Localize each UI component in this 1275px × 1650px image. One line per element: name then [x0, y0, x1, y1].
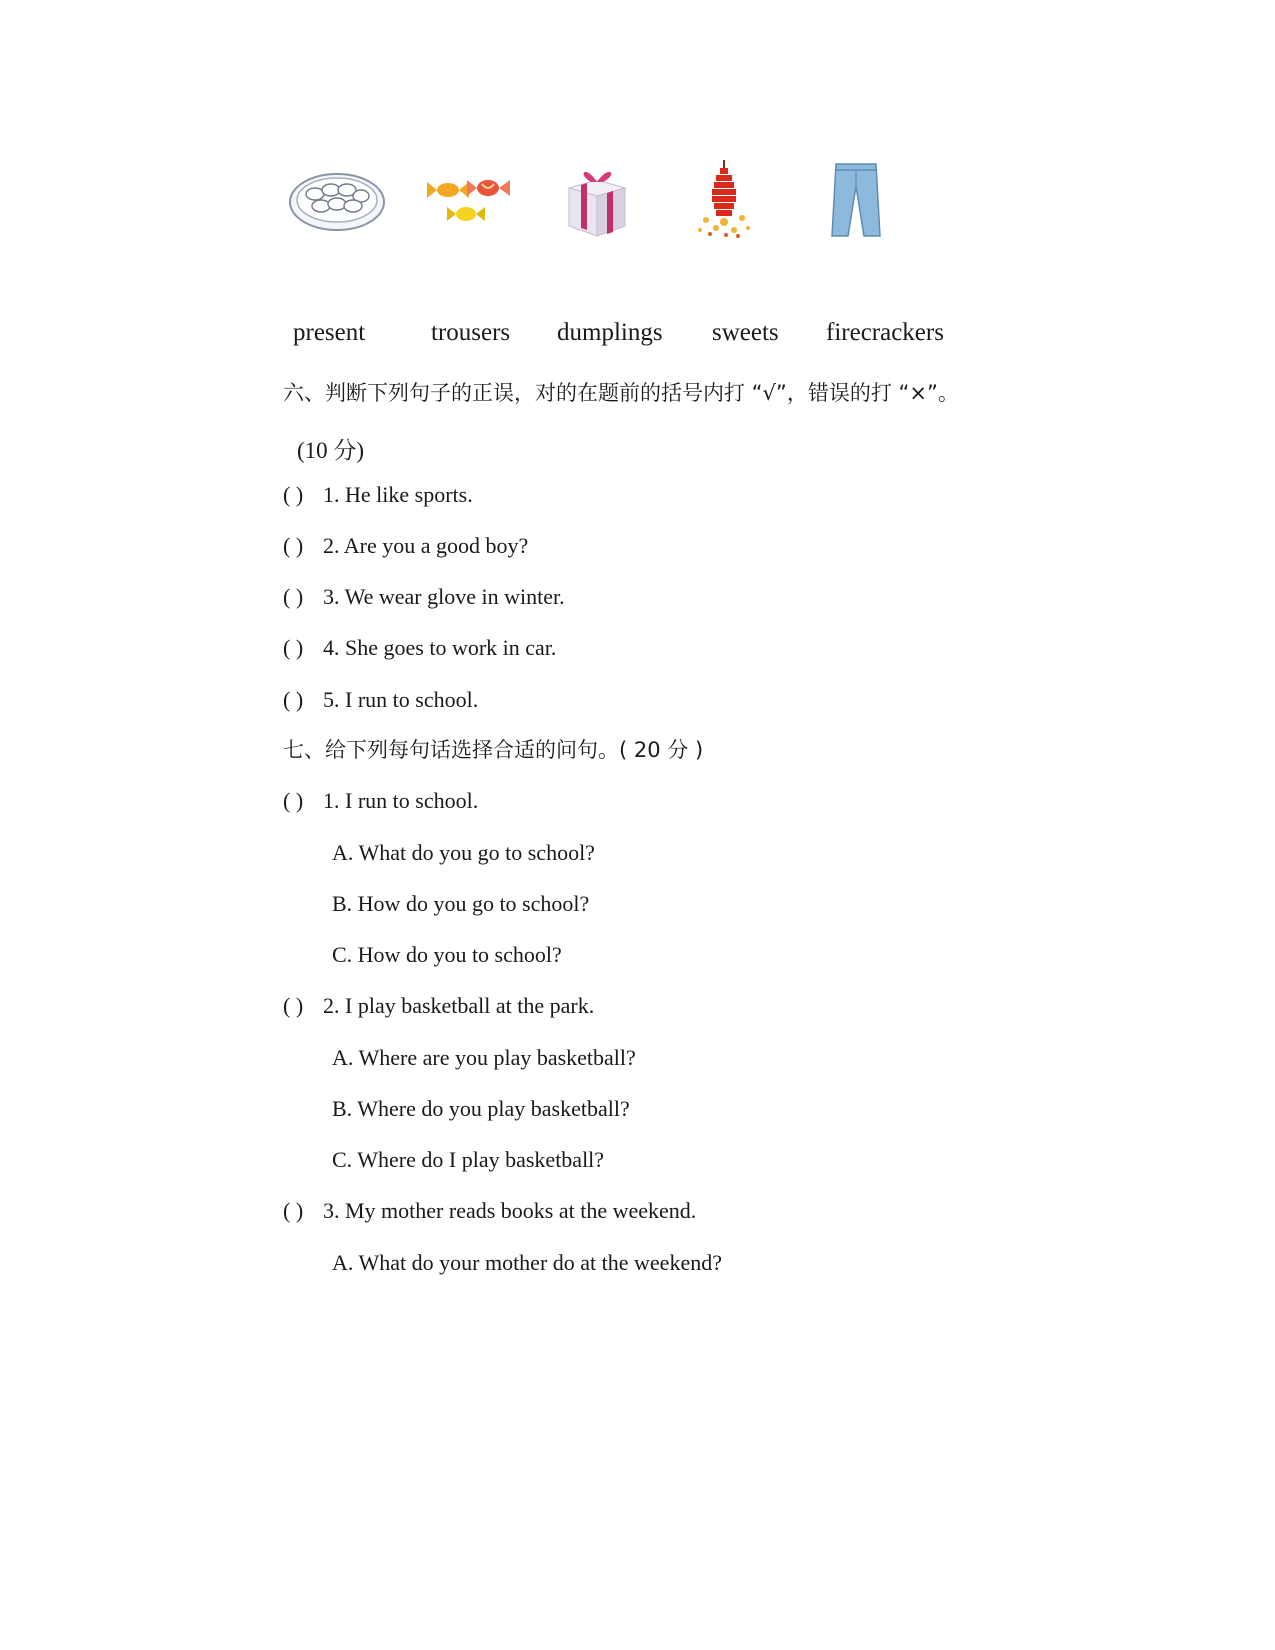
item-text: 5. I run to school.: [323, 687, 479, 712]
item-text: 2. Are you a good boy?: [323, 533, 529, 558]
option-a: A. What do your mother do at the weekend?: [332, 1250, 722, 1275]
picture-trousers: [806, 160, 906, 240]
answer-blank[interactable]: ( ): [283, 993, 304, 1018]
option-c: C. How do you to school?: [332, 942, 562, 967]
answer-blank[interactable]: ( ): [283, 1198, 304, 1223]
dumplings-plate-icon: [287, 160, 387, 240]
item-text: 4. She goes to work in car.: [323, 635, 557, 660]
present-icon: [547, 160, 647, 240]
section7-question-2: [283, 992, 594, 1020]
word-trousers: trousers: [431, 319, 511, 346]
section6-item-5: [283, 686, 478, 714]
trousers-icon: [806, 160, 906, 240]
section6-heading: 六、判断下列句子的正误，对的在题前的括号内打 “√”，错误的打 “×”。: [283, 381, 959, 405]
section6-item-3: [283, 583, 565, 611]
answer-blank[interactable]: ( ): [283, 482, 304, 507]
option-a: A. Where are you play basketball?: [332, 1045, 636, 1070]
word-firecrackers: firecrackers: [826, 319, 944, 346]
section6-score: (10 分): [297, 438, 365, 463]
section6-item-4: [283, 634, 556, 662]
picture-present: [547, 160, 647, 240]
section7-question-3: [283, 1197, 696, 1225]
option-a: A. What do you go to school?: [332, 840, 595, 865]
item-text: 1. He like sports.: [323, 482, 473, 507]
answer-blank[interactable]: ( ): [283, 584, 304, 609]
word-present: present: [293, 319, 366, 346]
option-b: B. How do you go to school?: [332, 891, 590, 916]
picture-dumplings: [287, 160, 387, 240]
picture-firecrackers: [676, 160, 776, 240]
answer-blank[interactable]: ( ): [283, 533, 304, 558]
firecrackers-icon: [676, 160, 776, 240]
picture-sweets: [418, 160, 518, 240]
option-b: B. Where do you play basketball?: [332, 1096, 630, 1121]
word-sweets: sweets: [712, 319, 779, 346]
answer-blank[interactable]: ( ): [283, 687, 304, 712]
word-dumplings: dumplings: [557, 319, 663, 346]
question-stem: 1. I run to school.: [323, 788, 479, 813]
question-stem: 2. I play basketball at the park.: [323, 993, 595, 1018]
section7-heading: 七、给下列每句话选择合适的问句。( 20 分 ): [283, 738, 704, 762]
question-stem: 3. My mother reads books at the weekend.: [323, 1198, 697, 1223]
section6-item-1: [283, 481, 473, 509]
answer-blank[interactable]: ( ): [283, 635, 304, 660]
item-text: 3. We wear glove in winter.: [323, 584, 565, 609]
option-c: C. Where do I play basketball?: [332, 1147, 605, 1172]
answer-blank[interactable]: ( ): [283, 788, 304, 813]
section7-question-1: [283, 787, 478, 815]
section6-item-2: [283, 532, 528, 560]
sweets-icon: [418, 160, 518, 240]
